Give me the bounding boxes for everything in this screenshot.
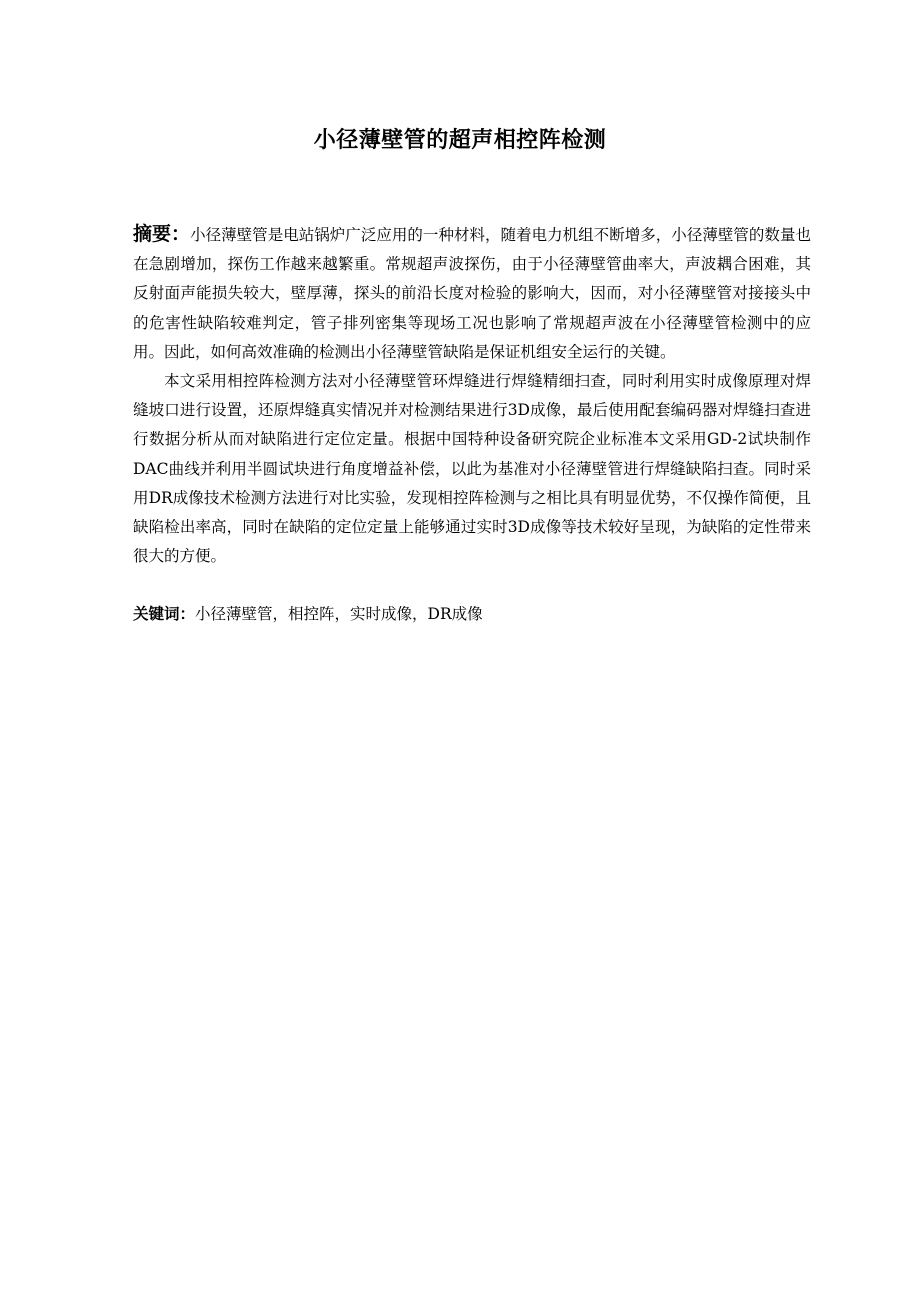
paper-title: 小径薄壁管的超声相控阵检测: [313, 128, 607, 153]
keywords-line: [133, 600, 811, 629]
keywords-label: 关键词：: [133, 605, 196, 624]
abstract-paragraph-1-text: 小径薄壁管是电站锅炉广泛应用的一种材料，随着电力机组不断增多，小径薄壁管的数量也在急剧增加，探伤工作越来越繁重。常规超声波探伤，由于小径薄壁管曲率大，声波耦合困难，其反射面声能损失较大，壁厚薄，探头的前沿长度对检验的影响大，因而，对小径薄壁管对接接头中的危害性缺陷较难判定，管子排列密集等现场工况也影响了常规超声波在小径薄壁管检测中的应用。因此，如何高效准确的检测出小径薄壁管缺陷是保证机组安全运行的关键。: [133, 226, 811, 361]
abstract-label: 摘要：: [133, 223, 191, 245]
abstract-paragraph-2: 本文采用相控阵检测方法对小径薄壁管环焊缝进行焊缝精细扫查，同时利用实时成像原理对焊缝坡口进行设置，还原焊缝真实情况并对检测结果进行3D成像，最后使用配套编码器对焊缝扫查进行数据分析从而对缺陷进行定位定量。根据中国特种设备研究院企业标准本文采用GD-2试块制作DAC曲线并利用半圆试块进行角度增益补偿，以此为基准对小径薄壁管进行焊缝缺陷扫查。同时采用DR成像技术检测方法进行对比实验，发现相控阵检测与之相比具有明显优势，不仅操作简便，且缺陷检出率高，同时在缺陷的定位定量上能够通过实时3D成像等技术较好呈现，为缺陷的定性带来很大的方便。: [133, 372, 811, 566]
keywords-text: 小径薄壁管，相控阵，实时成像，DR成像: [195, 605, 483, 624]
abstract-paragraph-1: [133, 220, 811, 367]
abstract-section: [133, 220, 811, 629]
